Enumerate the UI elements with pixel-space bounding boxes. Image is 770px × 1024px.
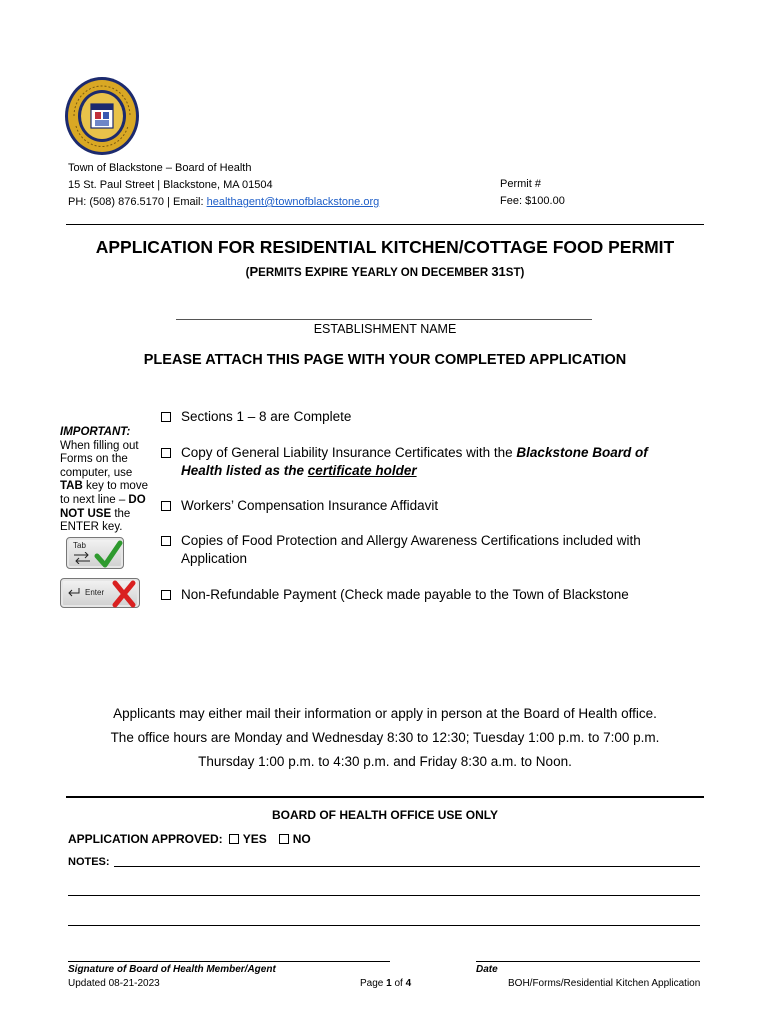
notes-label: NOTES: (68, 856, 110, 868)
checklist-item-workers-comp: Workers’ Compensation Insurance Affidavit (160, 497, 681, 515)
address-line: 15 St. Paul Street | Blackstone, MA 01504 (68, 179, 273, 191)
page-number: Page 1 of 4 (360, 978, 412, 989)
permit-number-label: Permit # (500, 178, 541, 190)
signature-label: Signature of Board of Health Member/Agent (68, 964, 276, 975)
town-seal-logo (64, 76, 140, 156)
updated-date: Updated 08-21-2023 (68, 978, 160, 989)
approved-label: APPLICATION APPROVED: (68, 832, 223, 846)
cross-mark-icon (111, 580, 137, 608)
tab-key-graphic (66, 537, 124, 569)
check-mark-icon (93, 540, 123, 570)
fee-label: Fee: $100.00 (500, 195, 565, 207)
info-line-1: Applicants may either mail their information or apply in person at the Board of Health office. (113, 706, 657, 721)
checkbox-workers-comp[interactable] (161, 501, 171, 511)
signature-line[interactable] (68, 961, 390, 962)
tab-key-label: Tab (73, 541, 86, 550)
phone-prefix: PH: (508) 876.5170 | Email: (68, 196, 204, 208)
info-line-3: Thursday 1:00 p.m. to 4:30 p.m. and Friday 8:30 a.m. to Noon. (198, 754, 572, 769)
date-line[interactable] (476, 961, 700, 962)
establishment-name-label: ESTABLISHMENT NAME (313, 322, 457, 336)
attach-notice: PLEASE ATTACH THIS PAGE WITH YOUR COMPLETED APPLICATION (143, 352, 627, 368)
page-title: APPLICATION FOR RESIDENTIAL KITCHEN/COTTAGE FOOD PERMIT (95, 237, 675, 257)
important-heading: IMPORTANT: (60, 426, 131, 438)
establishment-name-field[interactable] (176, 319, 592, 320)
header-divider (66, 224, 704, 225)
permit-block (500, 176, 565, 210)
tab-arrows-icon (72, 552, 92, 564)
checkbox-insurance[interactable] (161, 448, 171, 458)
date-label: Date (476, 964, 498, 975)
checkbox-payment[interactable] (161, 590, 171, 600)
checkbox-certifications[interactable] (161, 536, 171, 546)
office-use-heading: BOARD OF HEALTH OFFICE USE ONLY (271, 808, 498, 822)
form-reference: BOH/Forms/Residential Kitchen Application (508, 978, 701, 989)
yes-label: YES (242, 832, 267, 846)
checkbox-approved-yes[interactable] (229, 834, 239, 844)
office-section-divider (66, 796, 704, 798)
org-line: Town of Blackstone – Board of Health (68, 162, 252, 174)
notes-line-2[interactable] (68, 895, 700, 896)
checkbox-sections[interactable] (161, 412, 171, 422)
important-note (60, 426, 150, 535)
no-label: NO (292, 832, 311, 846)
checklist-item-insurance: Copy of General Liability Insurance Certificates with the Blackstone Board of Health listed as the certificate holder (160, 444, 681, 480)
enter-key-label: Enter (85, 588, 105, 597)
important-text: When filling out Forms on the computer, use TAB key to move to next line – DO NOT USE the ENTER key. (60, 439, 148, 534)
enter-key-graphic (60, 578, 140, 608)
checklist-item-sections: Sections 1 – 8 are Complete (160, 408, 681, 426)
info-line-2: The office hours are Monday and Wednesday 8:30 to 12:30; Tuesday 1:00 p.m. to 7:00 p.m. (110, 730, 660, 745)
email-link[interactable]: healthagent@townofblackstone.org (206, 196, 380, 208)
phone-line (68, 194, 379, 211)
notes-line-1[interactable] (114, 866, 700, 867)
contact-block (68, 160, 379, 211)
approval-row (68, 832, 311, 846)
page-subtitle: (PERMITS EXPIRE YEARLY ON DECEMBER 31ST) (245, 264, 525, 279)
checklist-item-certifications: Copies of Food Protection and Allergy Awareness Certifications included with Application (160, 532, 681, 568)
checkbox-approved-no[interactable] (279, 834, 289, 844)
notes-line-3[interactable] (68, 925, 700, 926)
checklist-item-payment: Non-Refundable Payment (Check made payable to the Town of Blackstone (160, 586, 681, 604)
enter-arrow-icon (67, 588, 81, 598)
